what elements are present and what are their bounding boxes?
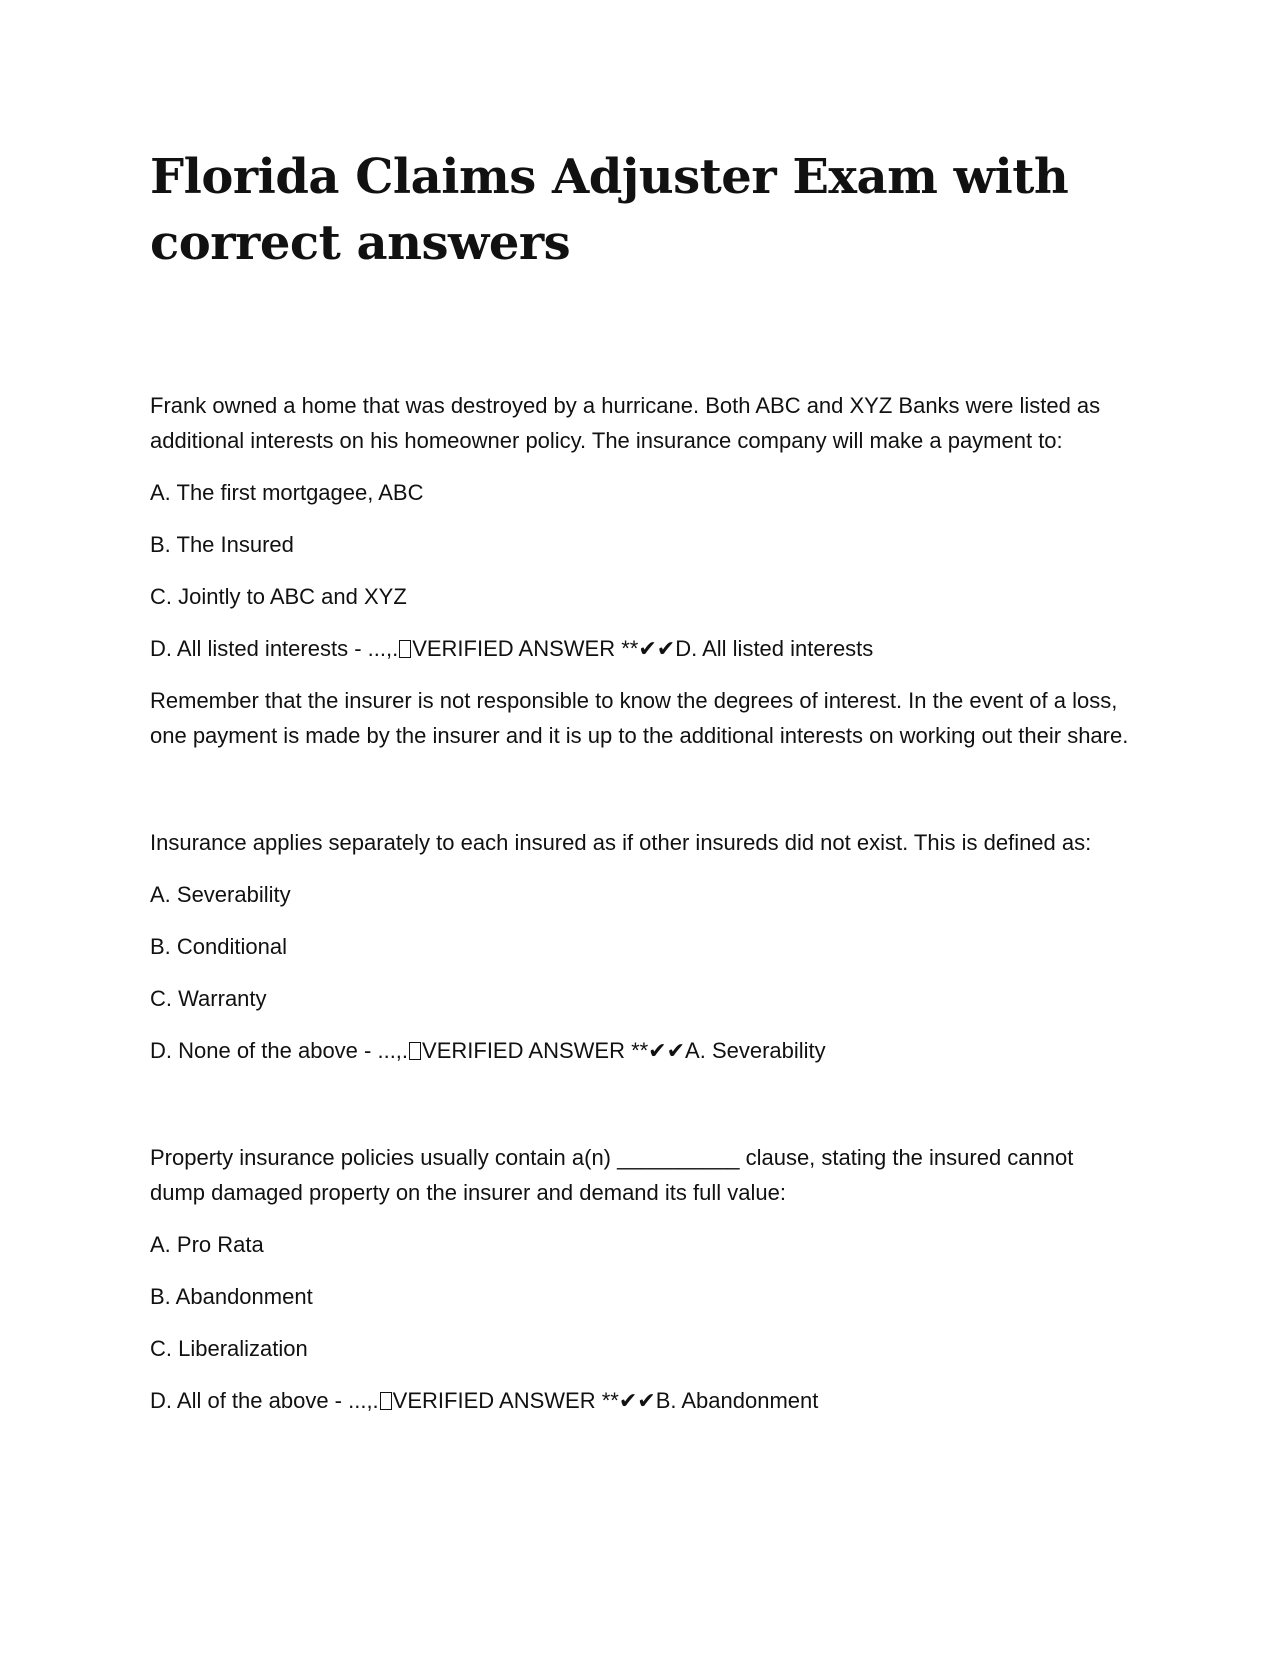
- answer-option: B. Conditional: [150, 934, 287, 959]
- verified-answer-text: VERIFIED ANSWER **✔✔D. All listed interests: [412, 636, 874, 661]
- answer-option-text: D. None of the above - ...,.: [150, 1038, 409, 1063]
- question-1: [150, 388, 1130, 753]
- answer-option: C. Liberalization: [150, 1336, 308, 1361]
- verified-answer-text: VERIFIED ANSWER **✔✔A. Severability: [422, 1038, 826, 1063]
- verified-answer-line: [150, 1383, 1130, 1418]
- answer-option-text: D. All of the above - ...,.: [150, 1388, 379, 1413]
- document-title: Florida Claims Adjuster Exam with correct answers: [150, 149, 1069, 271]
- verified-answer-line: [150, 631, 1130, 666]
- missing-glyph-icon: [409, 1042, 421, 1060]
- answer-option: A. Severability: [150, 882, 291, 907]
- question-stem: Frank owned a home that was destroyed by a hurricane. Both ABC and XYZ Banks were listed as additional interests on his homeowner policy. The insurance company will make a payment to:: [150, 393, 1101, 453]
- answer-option: B. Abandonment: [150, 1284, 313, 1309]
- question-list: [150, 388, 1130, 1418]
- answer-option-text: D. All listed interests - ...,.: [150, 636, 399, 661]
- missing-glyph-icon: [380, 1392, 392, 1410]
- question-stem: Property insurance policies usually contain a(n) __________ clause, stating the insured cannot dump damaged property on the insurer and demand its full value:: [150, 1145, 1074, 1205]
- answer-option: C. Warranty: [150, 986, 267, 1011]
- answer-option: A. The first mortgagee, ABC: [150, 480, 424, 505]
- verified-answer-text: VERIFIED ANSWER **✔✔B. Abandonment: [392, 1388, 819, 1413]
- verified-answer-line: [150, 1033, 1130, 1068]
- answer-option: A. Pro Rata: [150, 1232, 264, 1257]
- question-stem: Insurance applies separately to each insured as if other insureds did not exist. This is defined as:: [150, 830, 1092, 855]
- answer-explanation: Remember that the insurer is not responsible to know the degrees of interest. In the event of a loss, one payment is made by the insurer and it is up to the additional interests on working out their share.: [150, 688, 1129, 748]
- document-page: [150, 144, 1130, 1435]
- question-2: [150, 825, 1130, 1068]
- question-3: [150, 1140, 1130, 1418]
- answer-option: B. The Insured: [150, 532, 294, 557]
- answer-option: C. Jointly to ABC and XYZ: [150, 584, 407, 609]
- missing-glyph-icon: [399, 640, 411, 658]
